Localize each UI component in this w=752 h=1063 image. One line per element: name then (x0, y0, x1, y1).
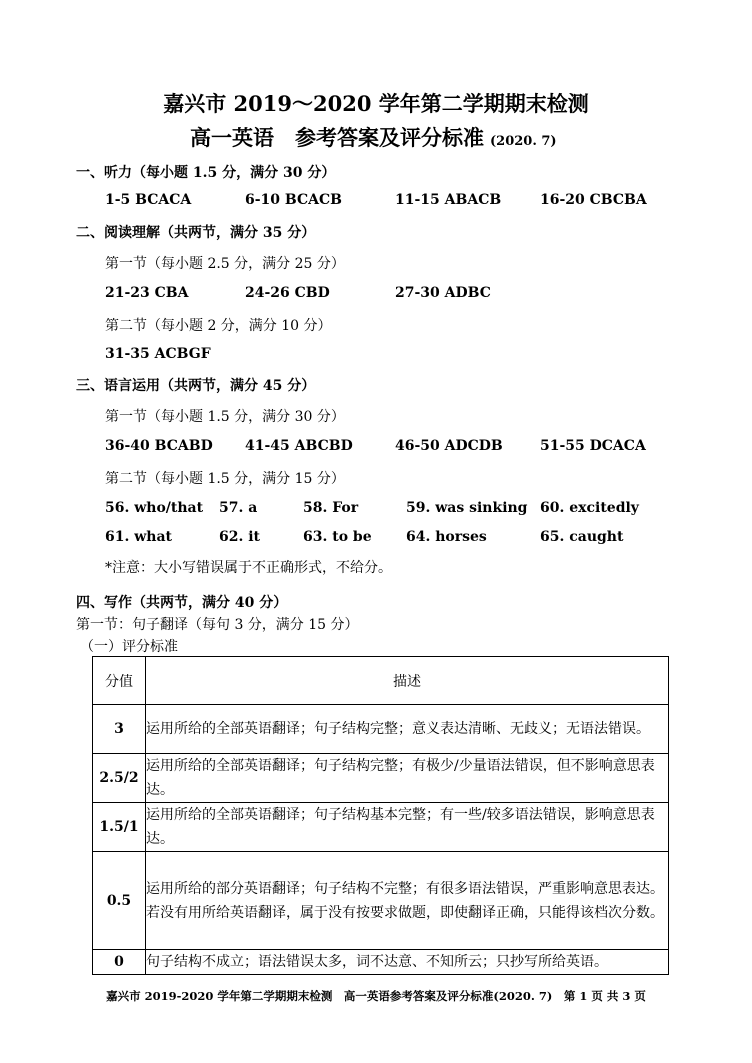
fill-answer: 63. to be (303, 529, 372, 545)
section3-heading: 三、语言运用（共两节，满分 45 分） (76, 378, 316, 394)
table-row (93, 803, 669, 852)
section2-part2-heading: 第二节（每小题 2 分，满分 10 分） (105, 318, 332, 334)
description-text: 句子结构不成立；语法错误太多，词不达意、不知所云；只抄写所给英语。 (146, 954, 608, 970)
description-cell (146, 852, 669, 950)
description-cell (146, 950, 669, 975)
answer-group: 6-10 BCACB (245, 192, 342, 208)
answer-group: 11-15 ABACB (395, 192, 502, 208)
table-header-row (93, 657, 669, 705)
description-text: 运用所给的部分英语翻译；句子结构不完整；有很多语法错误，严重影响意思表达。 (146, 880, 664, 897)
page-footer: 嘉兴市 2019-2020 学年第二学期期末检测 高一英语参考答案及评分标准(2020. 7) 第 1 页 共 3 页 (106, 989, 646, 1003)
note-text: *注意：大小写错误属于不正确形式，不给分。 (105, 560, 392, 576)
score-cell: 3 (93, 705, 146, 754)
score-cell: 0.5 (93, 852, 146, 950)
answer-group: 24-26 CBD (245, 285, 330, 301)
table-row (93, 950, 669, 975)
criteria-heading: （一）评分标准 (80, 639, 178, 655)
table-row (93, 705, 669, 754)
description-text: 运用所给的全部英语翻译；句子结构基本完整；有一些/较多语法错误，影响意思表达。 (146, 807, 655, 847)
table-row (93, 754, 669, 803)
section3-part1-heading: 第一节（每小题 1.5 分，满分 30 分） (105, 409, 345, 425)
subtitle-text: 高一英语 参考答案及评分标准 (190, 125, 484, 150)
header-description: 描述 (146, 657, 669, 705)
answer-group: 36-40 BCABD (105, 438, 213, 454)
fill-answer: 57. a (219, 500, 258, 516)
fill-answer: 58. For (303, 500, 359, 516)
fill-answer: 59. was sinking (406, 500, 528, 516)
answer-group: 1-5 BCACA (105, 192, 192, 208)
fill-answer: 65. caught (540, 529, 624, 545)
answer-group: 21-23 CBA (105, 285, 189, 301)
header-score: 分值 (93, 657, 146, 705)
table-row (93, 852, 669, 950)
fill-answer: 60. excitedly (540, 500, 639, 516)
description-cell (146, 754, 669, 803)
answer-group: 41-45 ABCBD (245, 438, 353, 454)
answer-group: 16-20 CBCBA (540, 192, 647, 208)
description-text: 运用所给的全部英语翻译；句子结构完整；意义表达清晰、无歧义；无语法错误。 (146, 721, 650, 737)
answer-group: 27-30 ADBC (395, 285, 491, 301)
description-cell (146, 705, 669, 754)
score-cell: 2.5/2 (93, 754, 146, 803)
section4-part1-heading: 第一节：句子翻译（每句 3 分，满分 15 分） (76, 617, 359, 633)
fill-answer: 61. what (105, 529, 172, 545)
fill-answer: 62. it (219, 529, 261, 545)
score-cell: 0 (93, 950, 146, 975)
grading-table (92, 656, 669, 975)
score-cell: 1.5/1 (93, 803, 146, 852)
section4-heading: 四、写作（共两节，满分 40 分） (76, 595, 288, 611)
fill-answer: 56. who/that (105, 500, 204, 516)
fill-answer: 64. horses (406, 529, 487, 545)
document-subtitle (190, 122, 557, 152)
description-text: 运用所给的全部英语翻译；句子结构完整；有极少/少量语法错误，但不影响意思表达。 (146, 758, 655, 798)
answer-group: 46-50 ADCDB (395, 438, 503, 454)
description-text: 若没有用所给英语翻译，属于没有按要求做题，即使翻译正确，只能得该档次分数。 (146, 904, 664, 921)
description-cell (146, 803, 669, 852)
section2-part1-heading: 第一节（每小题 2.5 分，满分 25 分） (105, 256, 345, 272)
subtitle-date: (2020. 7) (490, 134, 557, 149)
answer-group: 51-55 DCACA (540, 438, 646, 454)
answer-group: 31-35 ACBGF (105, 346, 211, 362)
document-title: 嘉兴市 2019～2020 学年第二学期期末检测 (163, 91, 589, 116)
section3-part2-heading: 第二节（每小题 1.5 分，满分 15 分） (105, 471, 345, 487)
section2-heading: 二、阅读理解（共两节，满分 35 分） (76, 225, 316, 241)
section1-heading: 一、听力（每小题 1.5 分，满分 30 分） (76, 165, 336, 181)
